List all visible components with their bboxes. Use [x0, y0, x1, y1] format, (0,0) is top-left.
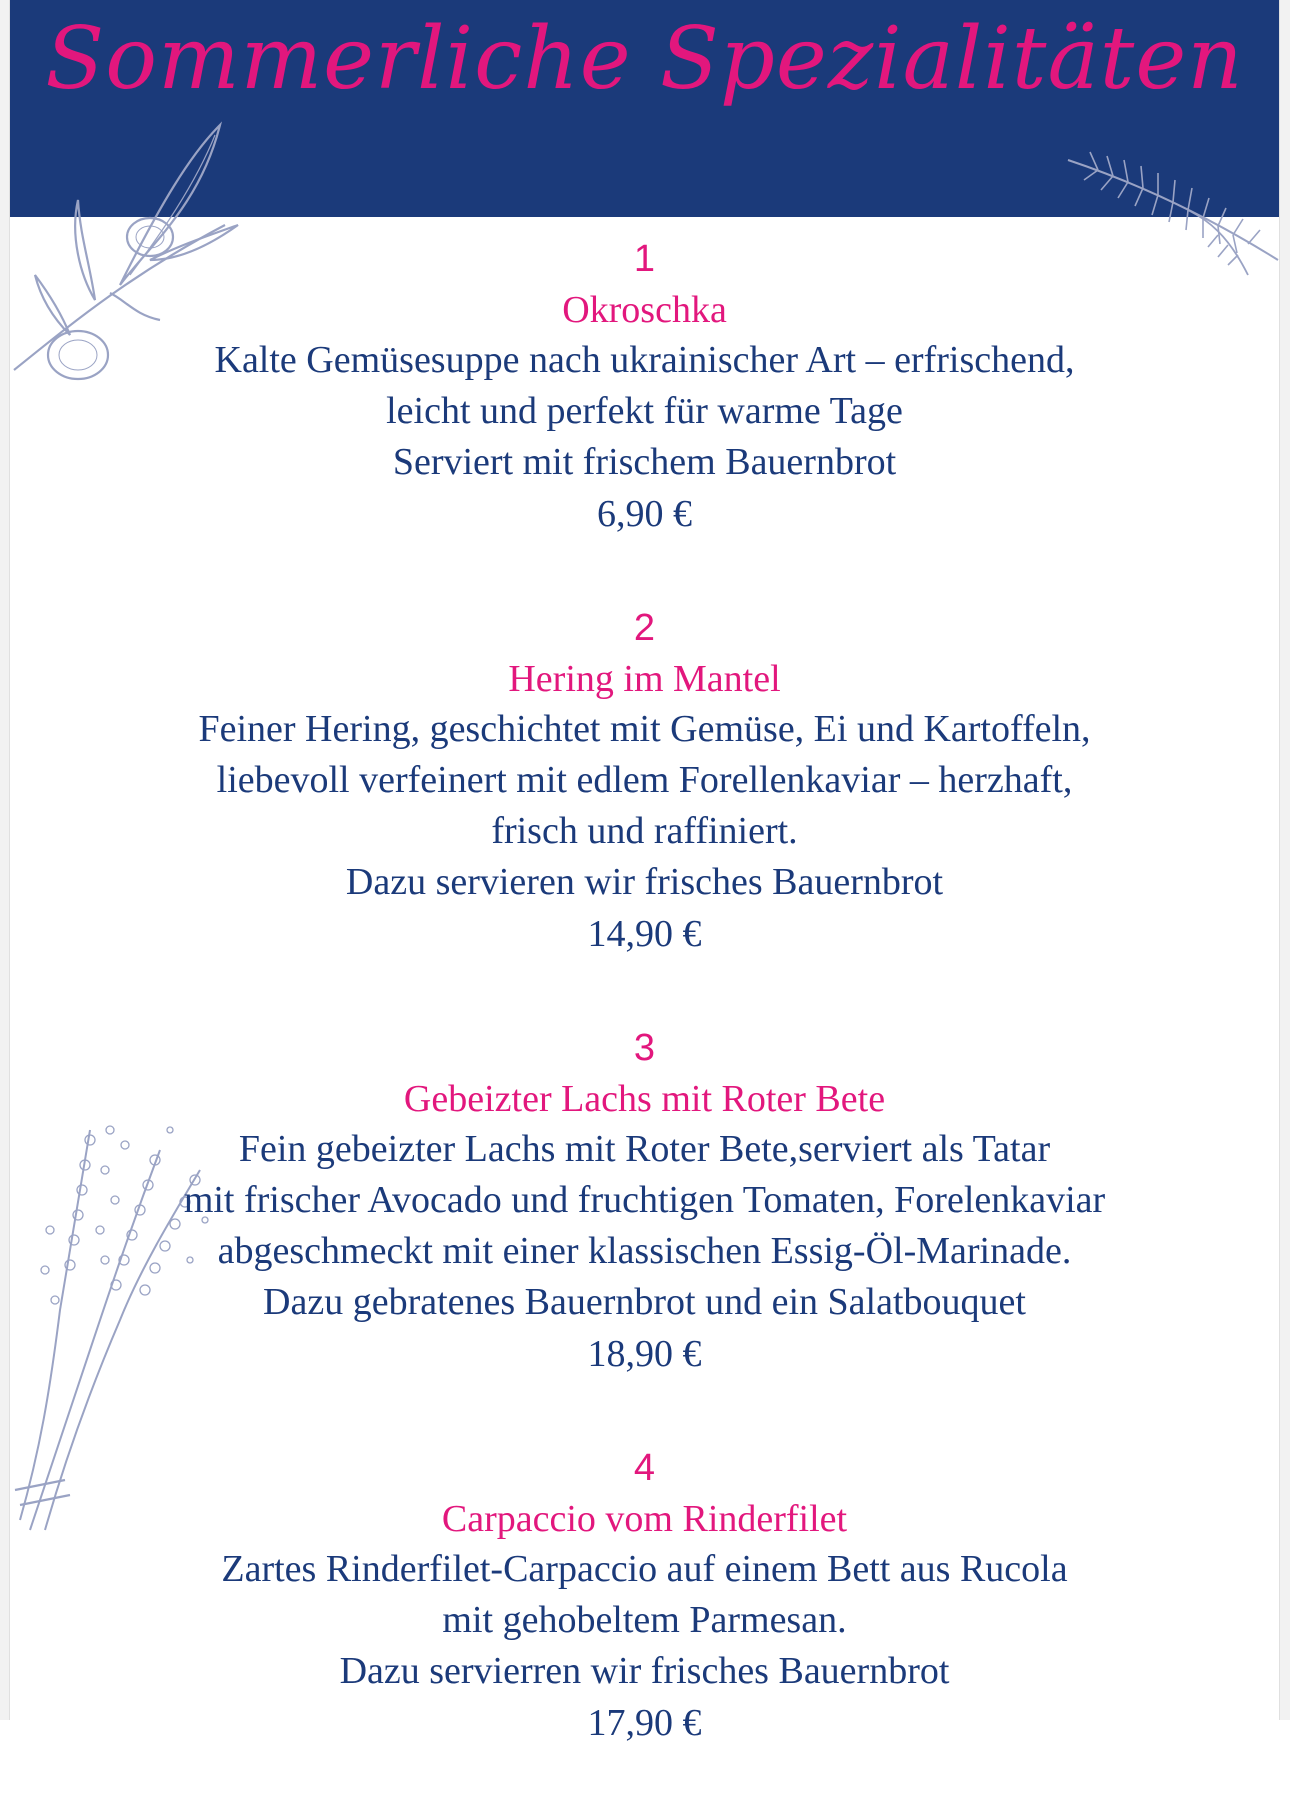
- menu-item: [10, 1022, 1279, 1380]
- item-description-line: Dazu gebratenes Bauernbrot und ein Salatbouquet: [263, 1281, 1026, 1323]
- item-name: Carpaccio vom Rinderfilet: [441, 1498, 848, 1540]
- menu-item: [10, 233, 1279, 540]
- item-name: Okroschka: [562, 289, 727, 331]
- item-description-line: Zartes Rinderfilet-Carpaccio auf einem Bett aus Rucola: [221, 1548, 1068, 1590]
- item-number: 2: [633, 607, 656, 649]
- item-number: 1: [633, 238, 656, 280]
- item-description-line: Serviert mit frischem Bauernbrot: [392, 441, 897, 483]
- item-description-line: Dazu servieren wir frisches Bauernbrot: [345, 861, 944, 903]
- item-description-line: frisch und raffiniert.: [491, 810, 798, 852]
- item-number: 4: [633, 1447, 656, 1489]
- item-price: 18,90 €: [587, 1333, 702, 1375]
- menu-item: [10, 602, 1279, 960]
- item-description-line: Feiner Hering, geschichtet mit Gemüse, Ei und Kartoffeln,: [198, 708, 1091, 750]
- item-name: Hering im Mantel: [508, 658, 781, 700]
- item-description-line: abgeschmeckt mit einer klassischen Essig-Öl-Marinade.: [217, 1230, 1072, 1272]
- item-description-line: Kalte Gemüsesuppe nach ukrainischer Art – erfrischend,: [214, 339, 1075, 381]
- item-description-line: mit gehobeltem Parmesan.: [442, 1599, 847, 1641]
- item-price: 14,90 €: [587, 913, 702, 955]
- item-name: Gebeizter Lachs mit Roter Bete: [403, 1078, 886, 1120]
- menu-item: [10, 1442, 1279, 1749]
- item-number: 3: [633, 1027, 656, 1069]
- item-description-line: leicht und perfekt für warme Tage: [386, 390, 903, 432]
- item-description-line: Dazu servierren wir frisches Bauernbrot: [339, 1650, 950, 1692]
- item-price: 17,90 €: [587, 1702, 702, 1744]
- item-description-line: Fein gebeizter Lachs mit Roter Bete,serviert als Tatar: [238, 1128, 1051, 1170]
- item-price: 6,90 €: [597, 493, 692, 535]
- item-description-line: liebevoll verfeinert mit edlem Forellenkaviar – herzhaft,: [216, 759, 1073, 801]
- menu-list: [10, 233, 1279, 1811]
- page-title: Sommerliche Spezialitäten: [45, 9, 1244, 109]
- item-description-line: mit frischer Avocado und fruchtigen Tomaten, Forelenkaviar: [183, 1179, 1106, 1221]
- page-left-border: [0, 0, 10, 1720]
- page-right-border: [1279, 0, 1290, 1720]
